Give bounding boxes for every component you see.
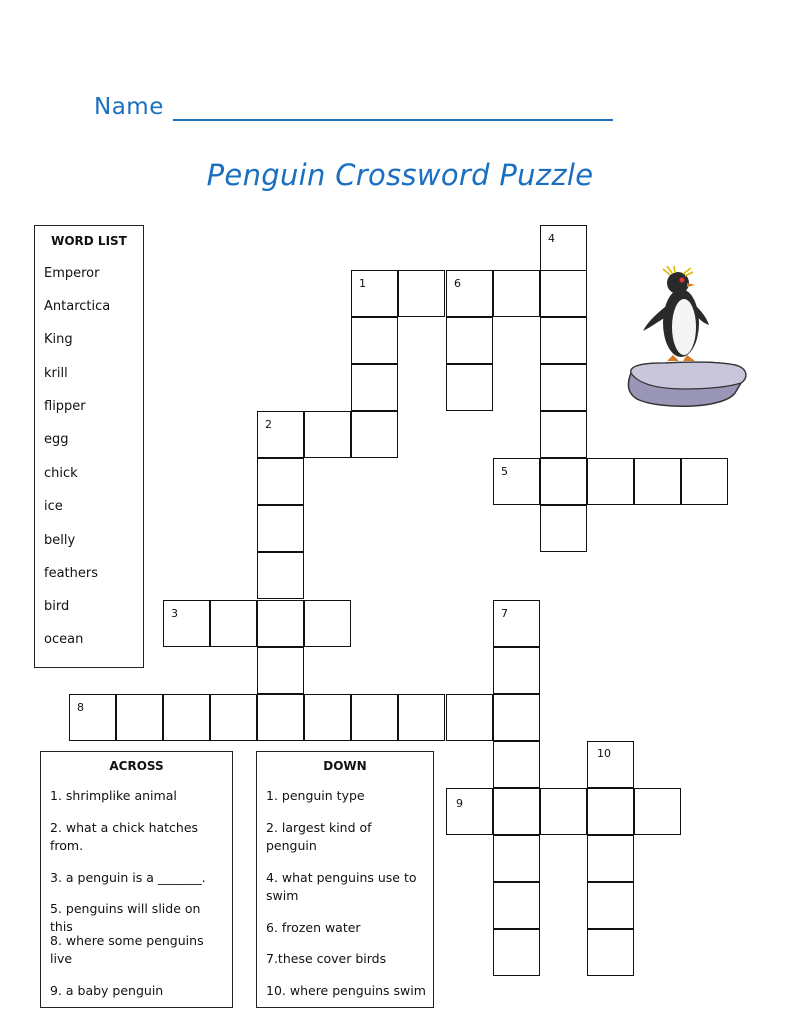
word-list-item: feathers	[44, 566, 98, 581]
across-clue: 2. what a chick hatches from.	[50, 820, 199, 853]
grid-cell[interactable]	[446, 270, 493, 317]
across-clue: 8. where some penguins live	[50, 933, 204, 966]
word-list-item: ice	[44, 499, 63, 514]
down-clue: 7.these cover birds	[266, 951, 387, 966]
grid-cell[interactable]	[163, 694, 210, 741]
grid-cell[interactable]	[304, 600, 351, 647]
word-list-item: Antarctica	[44, 299, 111, 314]
page-title: Penguin Crossword Puzzle	[206, 158, 594, 192]
word-list-item: bird	[44, 599, 70, 614]
grid-cell[interactable]	[446, 788, 493, 835]
grid-cell[interactable]	[210, 600, 257, 647]
clue-number: 3	[171, 607, 178, 620]
grid-cell[interactable]	[540, 505, 587, 552]
grid-cell[interactable]	[493, 458, 540, 505]
grid-cell[interactable]	[587, 882, 634, 929]
down-clue: 1. penguin type	[266, 788, 365, 803]
grid-cell[interactable]	[116, 694, 163, 741]
across-clue: 9. a baby penguin	[50, 983, 164, 998]
grid-cell[interactable]	[540, 364, 587, 411]
clue-number: 9	[456, 797, 463, 810]
grid-cell[interactable]	[493, 600, 540, 647]
word-list-item: flipper	[44, 399, 86, 414]
across-clue: 5. penguins will slide on this	[50, 901, 201, 934]
grid-cell[interactable]	[257, 552, 304, 599]
grid-cell[interactable]	[351, 694, 398, 741]
clue-number: 10	[597, 747, 611, 760]
clue-number: 5	[501, 465, 508, 478]
word-list-box	[34, 225, 144, 668]
grid-cell[interactable]	[587, 835, 634, 882]
grid-cell[interactable]	[493, 788, 540, 835]
grid-cell[interactable]	[681, 458, 728, 505]
grid-cell[interactable]	[446, 317, 493, 364]
grid-cell[interactable]	[257, 505, 304, 552]
clue-number: 8	[77, 701, 84, 714]
across-heading: ACROSS	[109, 759, 164, 773]
grid-cell[interactable]	[587, 741, 634, 788]
grid-cell[interactable]	[540, 317, 587, 364]
grid-cell[interactable]	[540, 270, 587, 317]
grid-cell[interactable]	[257, 694, 304, 741]
grid-cell[interactable]	[634, 458, 681, 505]
grid-cell[interactable]	[351, 411, 398, 458]
across-clues-box	[40, 751, 233, 1008]
word-list-item: chick	[44, 466, 78, 481]
grid-cell[interactable]	[398, 694, 445, 741]
grid-cell[interactable]	[587, 929, 634, 976]
grid-cell[interactable]	[493, 835, 540, 882]
grid-cell[interactable]	[493, 270, 540, 317]
grid-cell[interactable]	[493, 694, 540, 741]
across-clue: 3. a penguin is a _______.	[50, 870, 206, 885]
grid-cell[interactable]	[587, 458, 634, 505]
word-list-heading: WORD LIST	[51, 234, 127, 248]
grid-cell[interactable]	[163, 600, 210, 647]
down-heading: DOWN	[323, 759, 367, 773]
grid-cell[interactable]	[257, 647, 304, 694]
grid-cell[interactable]	[493, 929, 540, 976]
grid-cell[interactable]	[540, 458, 587, 505]
down-clue: 6. frozen water	[266, 920, 361, 935]
grid-cell[interactable]	[351, 364, 398, 411]
name-input-line[interactable]	[173, 119, 613, 121]
grid-cell[interactable]	[257, 411, 304, 458]
grid-cell[interactable]	[540, 788, 587, 835]
clue-number: 2	[265, 418, 272, 431]
grid-cell[interactable]	[210, 694, 257, 741]
grid-cell[interactable]	[634, 788, 681, 835]
grid-cell[interactable]	[304, 411, 351, 458]
grid-cell[interactable]	[493, 647, 540, 694]
grid-cell[interactable]	[398, 270, 445, 317]
grid-cell[interactable]	[587, 788, 634, 835]
word-list-item: krill	[44, 366, 68, 381]
down-clue: 2. largest kind of penguin	[266, 820, 372, 853]
down-clue: 10. where penguins swim	[266, 983, 426, 998]
grid-cell[interactable]	[493, 741, 540, 788]
grid-cell[interactable]	[493, 882, 540, 929]
down-clues-box	[256, 751, 434, 1008]
grid-cell[interactable]	[540, 411, 587, 458]
clue-number: 1	[359, 277, 366, 290]
grid-cell[interactable]	[351, 317, 398, 364]
grid-cell[interactable]	[446, 364, 493, 411]
grid-cell[interactable]	[69, 694, 116, 741]
penguin-on-ice-floe-icon	[625, 265, 750, 425]
clue-number: 4	[548, 232, 555, 245]
word-list-item: Emperor	[44, 266, 100, 281]
word-list-item: King	[44, 332, 73, 347]
word-list-item: ocean	[44, 632, 84, 647]
grid-cell[interactable]	[304, 694, 351, 741]
grid-cell[interactable]	[257, 458, 304, 505]
down-clue: 4. what penguins use to swim	[266, 870, 417, 903]
grid-cell[interactable]	[446, 694, 493, 741]
grid-cell[interactable]	[540, 225, 587, 272]
clue-number: 7	[501, 607, 508, 620]
word-list-item: belly	[44, 533, 76, 548]
name-label: Name	[94, 94, 164, 120]
word-list-item: egg	[44, 432, 69, 447]
across-clue: 1. shrimplike animal	[50, 788, 177, 803]
clue-number: 6	[454, 277, 461, 290]
grid-cell[interactable]	[351, 270, 398, 317]
grid-cell[interactable]	[257, 600, 304, 647]
